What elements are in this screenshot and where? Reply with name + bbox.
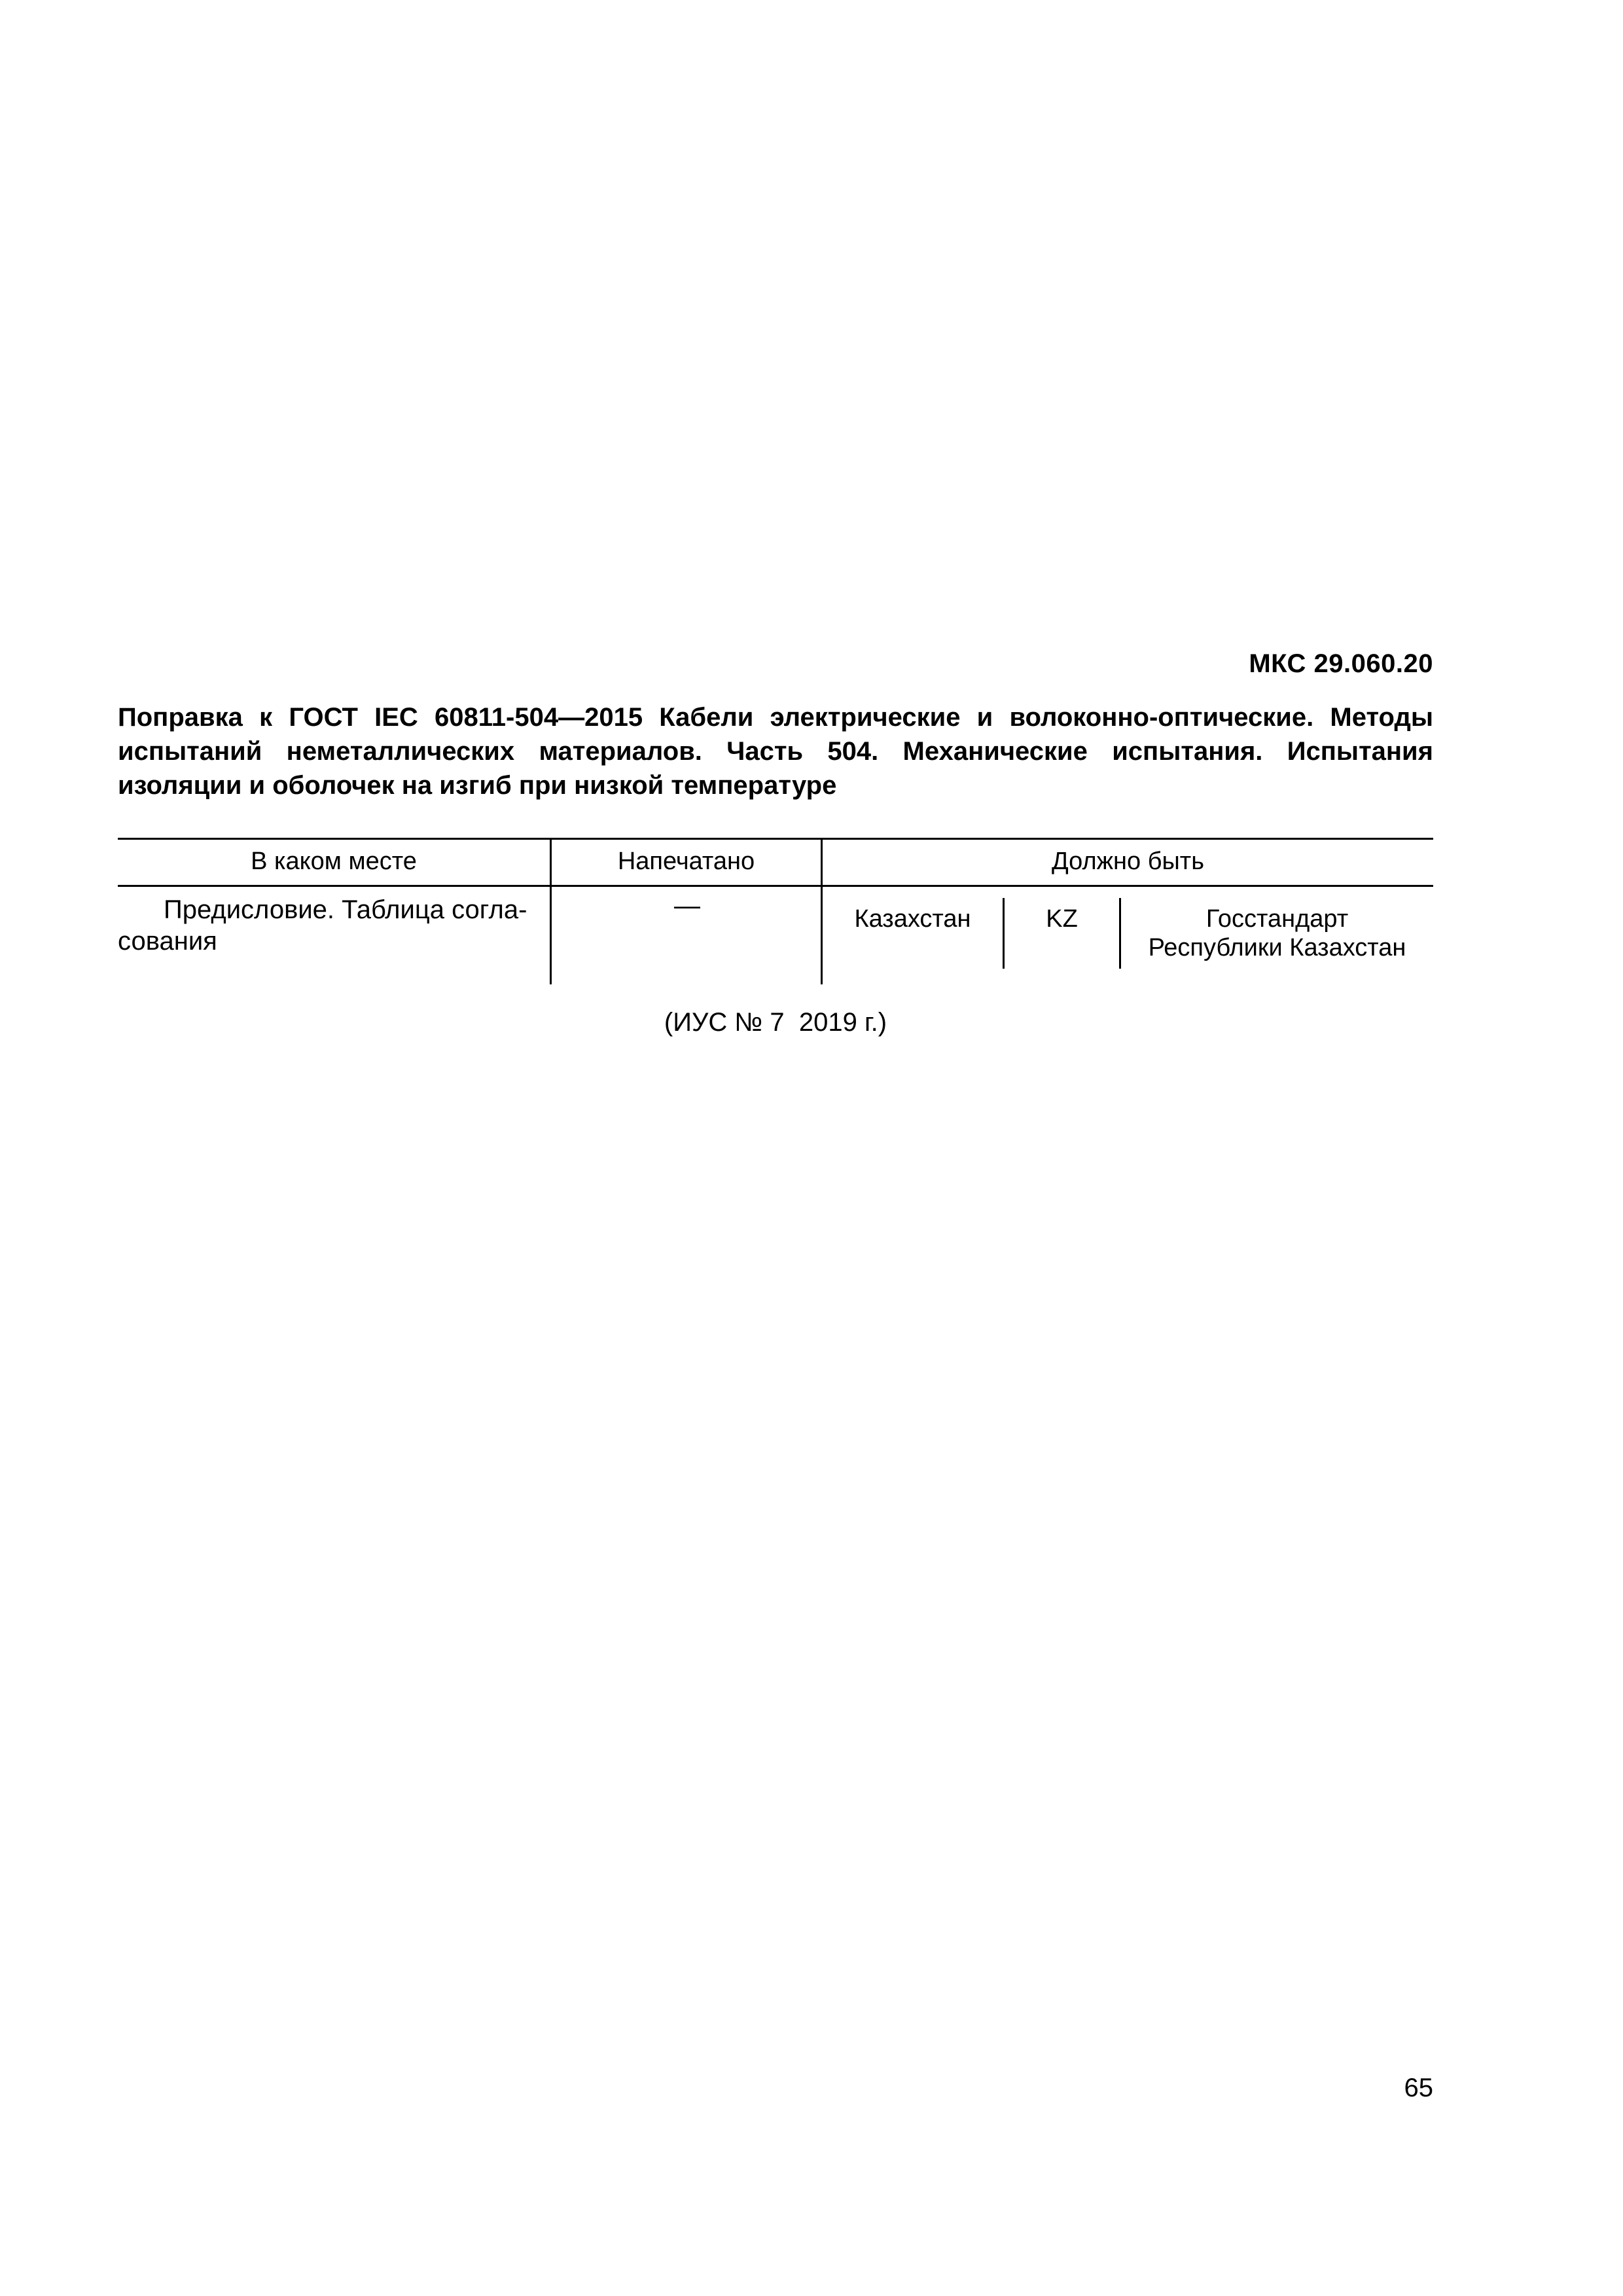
row-code-cell: KZ (1046, 905, 1078, 933)
agency-line-2: Республики Казахстан (1148, 934, 1406, 961)
correction-table (118, 838, 1433, 984)
header-printed: Напечатано (617, 848, 755, 875)
page-number: 65 (1404, 2073, 1433, 2102)
place-line-1: Предисловие. Таблица согла- (164, 895, 527, 924)
ius-reference: (ИУС № 7 2019 г.) (664, 1008, 887, 1037)
row-agency-cell (1121, 905, 1433, 962)
header-place: В каком месте (251, 848, 417, 875)
header-should-be: Должно быть (1051, 848, 1204, 875)
mks-code: МКС 29.060.20 (1249, 649, 1433, 678)
table-top-rule (118, 838, 1433, 840)
row-country-cell: Казахстан (854, 905, 971, 933)
table-header-rule (118, 885, 1433, 887)
agency-line-1: Госстандарт (1205, 905, 1349, 933)
document-title: Поправка к ГОСТ IEC 60811-504—2015 Кабели электрические и волоконно-оптические. Методы испытаний неметаллических материалов. Часть 504. Механические испытания. Испытания изоляции и оболочек на изгиб при низкой температуре (118, 703, 1433, 800)
place-line-2: сования (118, 927, 217, 956)
row-place-cell (118, 894, 546, 957)
row-printed-cell: — (674, 891, 700, 920)
